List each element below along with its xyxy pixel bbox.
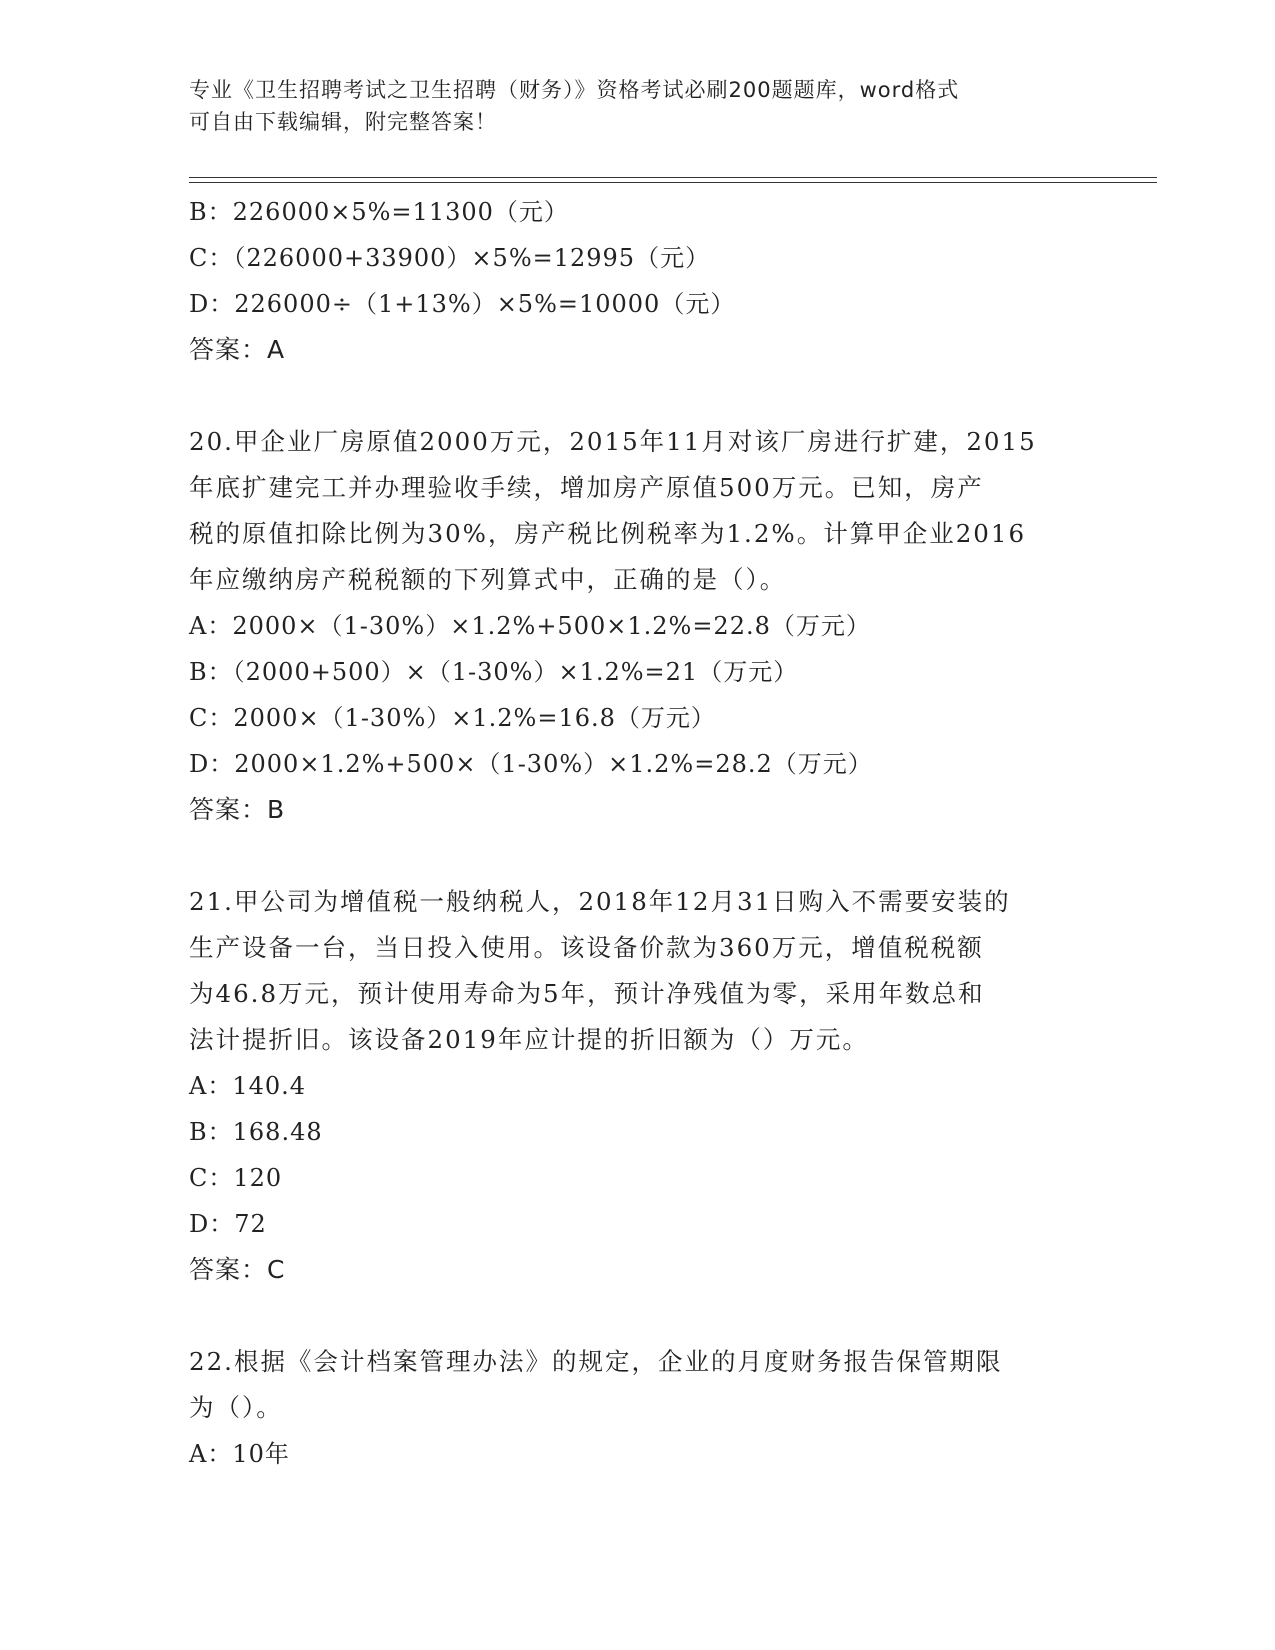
document-header xyxy=(189,74,1069,138)
option-b: B：226000×5%=11300（元） xyxy=(189,198,569,226)
answer-line: 答案：B xyxy=(189,795,286,824)
question-stem-line: 年应缴纳房产税税额的下列算式中，正确的是（）。 xyxy=(189,565,787,594)
question-content xyxy=(189,189,1089,1477)
option-a: A：10年 xyxy=(189,1440,290,1468)
option-a: A：140.4 xyxy=(189,1072,307,1100)
question-stem-line: 年底扩建完工并办理验收手续，增加房产原值500万元。已知，房产 xyxy=(189,473,984,502)
option-a: A：2000×（1-30%）×1.2%+500×1.2%=22.8（万元） xyxy=(189,612,871,640)
header-title-line-2: 可自由下载编辑，附完整答案！ xyxy=(189,110,497,134)
option-b: B：168.48 xyxy=(189,1118,323,1146)
question-stem-line: 22.根据《会计档案管理办法》的规定，企业的月度财务报告保管期限 xyxy=(189,1347,1003,1376)
option-b: B：（2000+500）×（1-30%）×1.2%=21（万元） xyxy=(189,658,799,686)
question-stem-line: 为（）。 xyxy=(189,1393,283,1422)
answer-line: 答案：C xyxy=(189,1255,286,1284)
option-d: D：2000×1.2%+500×（1-30%）×1.2%=28.2（万元） xyxy=(189,750,873,778)
option-d: D：226000÷（1+13%）×5%=10000（元） xyxy=(189,290,736,318)
option-c: C：2000×（1-30%）×1.2%=16.8（万元） xyxy=(189,704,716,732)
question-stem-line: 税的原值扣除比例为30%，房产税比例税率为1.2%。计算甲企业2016 xyxy=(189,519,1027,548)
option-c: C：（226000+33900）×5%=12995（元） xyxy=(189,244,711,272)
question-stem-line: 20.甲企业厂房原值2000万元，2015年11月对该厂房进行扩建，2015 xyxy=(189,427,1037,456)
header-title-line-1: 专业《卫生招聘考试之卫生招聘（财务）》资格考试必刷200题题库，word格式 xyxy=(189,78,960,102)
question-19-tail xyxy=(189,189,1089,373)
option-d: D：72 xyxy=(189,1210,267,1238)
header-divider-top xyxy=(189,177,1157,178)
answer-line: 答案：A xyxy=(189,335,286,364)
header-divider-bottom xyxy=(189,182,1157,183)
question-stem-line: 为46.8万元，预计使用寿命为5年，预计净残值为零，采用年数总和 xyxy=(189,979,985,1008)
question-stem-line: 法计提折旧。该设备2019年应计提的折旧额为（）万元。 xyxy=(189,1025,869,1054)
option-c: C：120 xyxy=(189,1164,283,1192)
question-21 xyxy=(189,879,1089,1293)
question-stem-line: 生产设备一台，当日投入使用。该设备价款为360万元，增值税税额 xyxy=(189,933,984,962)
question-stem-line: 21.甲公司为增值税一般纳税人，2018年12月31日购入不需要安装的 xyxy=(189,887,1011,916)
question-22 xyxy=(189,1339,1089,1477)
question-20 xyxy=(189,419,1089,833)
